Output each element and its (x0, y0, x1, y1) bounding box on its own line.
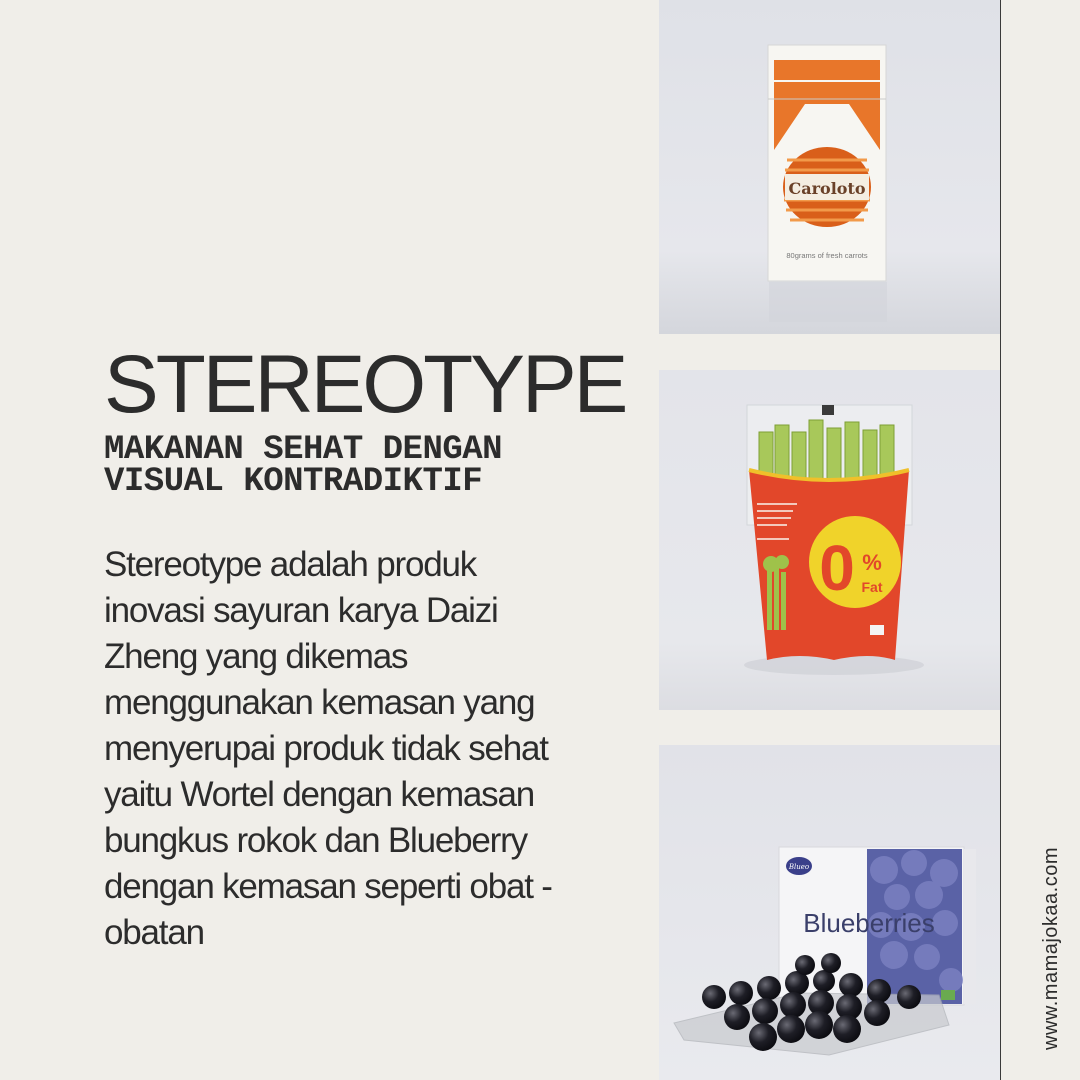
zero-badge-percent: % (862, 550, 882, 575)
description-line: obatan (104, 913, 204, 952)
description-line: inovasi sayuran karya Daizi (104, 591, 498, 630)
zero-badge-word: Fat (861, 579, 883, 595)
blueberries-label: Blueberries (803, 908, 935, 938)
carrot-pack-photo (659, 0, 1000, 334)
caroloto-brand: Caroloto (788, 179, 866, 198)
subtitle-line-2: VISUAL KONTRADIKTIF (104, 463, 483, 501)
page-title: STEREOTYPE (104, 339, 626, 430)
text-block (104, 339, 644, 956)
vertical-divider (1000, 0, 1001, 1080)
blueo-logo: Blueo (788, 863, 810, 871)
description-line: bungkus rokok dan Blueberry (104, 821, 527, 860)
subtitle (104, 431, 644, 501)
blueberry-pack-photo (659, 745, 1000, 1080)
description (104, 542, 644, 956)
description-line: menyerupai produk tidak sehat (104, 729, 548, 768)
zero-badge-number: 0 (819, 532, 855, 604)
celery-box-photo (659, 370, 1000, 710)
subtitle-line-1: MAKANAN SEHAT DENGAN (104, 431, 503, 469)
description-line: yaitu Wortel dengan kemasan (104, 775, 534, 814)
description-line: dengan kemasan seperti obat - (104, 867, 552, 906)
description-line: menggunakan kemasan yang (104, 683, 535, 722)
description-line: Stereotype adalah produk (104, 545, 477, 584)
carrot-caption: 80grams of fresh carrots (786, 251, 868, 260)
description-line: Zheng yang dikemas (104, 637, 408, 676)
website-url: www.mamajokaa.com (1040, 846, 1062, 1050)
